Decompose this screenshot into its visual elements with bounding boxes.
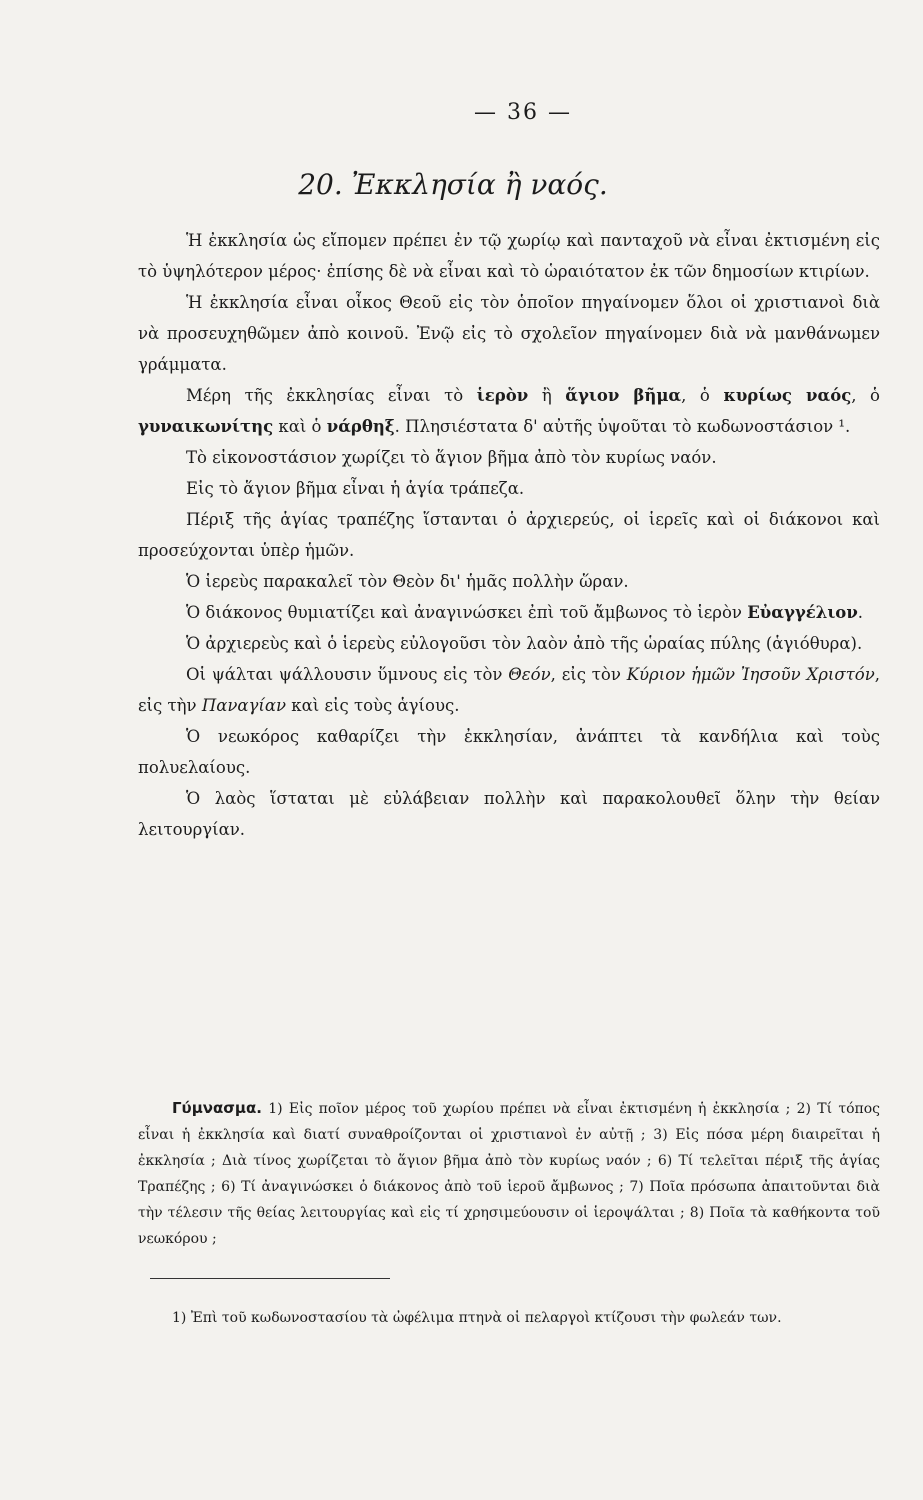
- paragraph-chanters: [138, 659, 880, 721]
- page-number: — 36 —: [474, 100, 572, 125]
- text: ἢ: [541, 386, 552, 405]
- term-hieron: ἱερὸν: [476, 386, 529, 405]
- paragraph: Τὸ εἰκονοστάσιον χωρίζει τὸ ἅγιον βῆμα ἀπὸ τὸν κυρίως ναόν.: [186, 448, 717, 467]
- term-narthex: νάρθηξ: [326, 417, 395, 436]
- paragraph: Ὁ λαὸς ἵσταται μὲ εὐλάβειαν πολλὴν καὶ παρακολουθεῖ ὅλην τὴν θείαν λειτουργίαν.: [138, 789, 880, 839]
- text: Ὁ διάκονος θυμιατίζει καὶ ἀναγινώσκει ἐπὶ τοῦ ἄμβωνος τὸ ἱερὸν: [186, 603, 742, 622]
- paragraph: Εἰς τὸ ἅγιον βῆμα εἶναι ἡ ἁγία τράπεζα.: [186, 479, 525, 498]
- paragraph: Ὁ ἱερεὺς παρακαλεῖ τὸν Θεὸν δι' ἡμᾶς πολλὴν ὥραν.: [186, 572, 629, 591]
- exercise-block: [138, 1095, 880, 1252]
- paragraph: Ἡ ἐκκλησία εἶναι οἶκος Θεοῦ εἰς τὸν ὁποῖον πηγαίνομεν ὅλοι οἱ χριστιανοὶ διὰ νὰ προσευχηθῶμεν ἀπὸ κοινοῦ. Ἐνῷ εἰς τὸ σχολεῖον πηγαίνομεν διὰ νὰ μανθάνωμεν γράμματα.: [138, 293, 880, 374]
- emph-panagia: Παναγίαν: [201, 696, 287, 715]
- text: Οἱ ψάλται ψάλλουσιν ὕμνους εἰς τὸν: [186, 665, 503, 684]
- footnote-divider: [150, 1278, 390, 1279]
- exercise-text: 1) Εἰς ποῖον μέρος τοῦ χωρίου πρέπει νὰ εἶναι ἐκτισμένη ἡ ἐκκλησία ; 2) Τί τόπος εἶναι ἡ ἐκκλησία καὶ διατί συναθροίζονται οἱ χριστιανοὶ ἐν αὐτῇ ; 3) Εἰς πόσα μέρη διαιρεῖται ἡ ἐκκλησία ; Διὰ τίνος χωρίζεται τὸ ἅγιον βῆμα ἀπὸ τὸν κυρίως ναόν ; 6) Τί τελεῖται πέριξ τῆς ἁγίας Τραπέζης ; 6) Τί ἀναγινώσκει ὁ διάκονος ἀπὸ τοῦ ἱεροῦ ἄμβωνος ; 7) Ποῖα πρόσωπα ἀπαιτοῦνται διὰ τὴν τέλεσιν τῆς θείας λειτουργίας καὶ εἰς τί χρησιμεύουσιν οἱ ἱεροψάλται ; 8) Ποῖα τὰ καθήκοντα τοῦ νεωκόρου ;: [138, 1101, 881, 1247]
- text: .: [857, 603, 864, 622]
- chapter-title: 20. Ἐκκλησία ἢ ναός.: [298, 168, 608, 201]
- paragraph: Πέριξ τῆς ἁγίας τραπέζης ἵστανται ὁ ἀρχιερεύς, οἱ ἱερεῖς καὶ οἱ διάκονοι καὶ προσεύχονται ὑπὲρ ἡμῶν.: [138, 510, 880, 560]
- term-gynaikonitis: γυναικωνίτης: [138, 417, 274, 436]
- chapter-body: [138, 225, 880, 845]
- term-hagion-vima: ἅγιον βῆμα: [565, 386, 682, 405]
- paragraph-parts: [138, 380, 880, 442]
- text: Μέρη τῆς ἐκκλησίας εἶναι τὸ: [186, 386, 464, 405]
- paragraph-deacon: [138, 597, 880, 628]
- text: , εἰς τὴν: [138, 665, 880, 715]
- text: , ὁ: [681, 386, 710, 405]
- text: , ὁ: [851, 386, 880, 405]
- term-gospel: Εὐαγγέλιον: [747, 603, 858, 622]
- paragraph: Ὁ νεωκόρος καθαρίζει τὴν ἐκκλησίαν, ἀνάπτει τὰ κανδήλια καὶ τοὺς πολυελαίους.: [138, 727, 880, 777]
- emph-kyrios: Κύριον ἡμῶν Ἰησοῦν Χριστόν: [626, 665, 875, 684]
- text: καὶ εἰς τοὺς ἁγίους.: [291, 696, 460, 715]
- exercise-label: Γύμνασμα.: [172, 1099, 262, 1117]
- term-kyrios-naos: κυρίως ναός: [723, 386, 852, 405]
- footnote: 1) Ἐπὶ τοῦ κωδωνοστασίου τὰ ὠφέλιμα πτηνὰ οἱ πελαργοὶ κτίζουσι τὴν φωλεάν των.: [172, 1310, 782, 1326]
- text: καὶ ὁ: [278, 417, 322, 436]
- text: , εἰς τὸν: [550, 665, 621, 684]
- paragraph: Ὁ ἀρχιερεὺς καὶ ὁ ἱερεὺς εὐλογοῦσι τὸν λαὸν ἀπὸ τῆς ὡραίας πύλης (ἁγιόθυρα).: [186, 634, 863, 653]
- text: . Πλησιέστατα δ' αὐτῆς ὑψοῦται τὸ κωδωνοστάσιον ¹.: [394, 417, 851, 436]
- paragraph: Ἡ ἐκκλησία ὡς εἴπομεν πρέπει ἐν τῷ χωρίῳ καὶ πανταχοῦ νὰ εἶναι ἐκτισμένη εἰς τὸ ὑψηλότερον μέρος· ἐπίσης δὲ νὰ εἶναι καὶ τὸ ὡραιότατον ἐκ τῶν δημοσίων κτιρίων.: [138, 231, 880, 281]
- emph-theos: Θεόν: [508, 665, 551, 684]
